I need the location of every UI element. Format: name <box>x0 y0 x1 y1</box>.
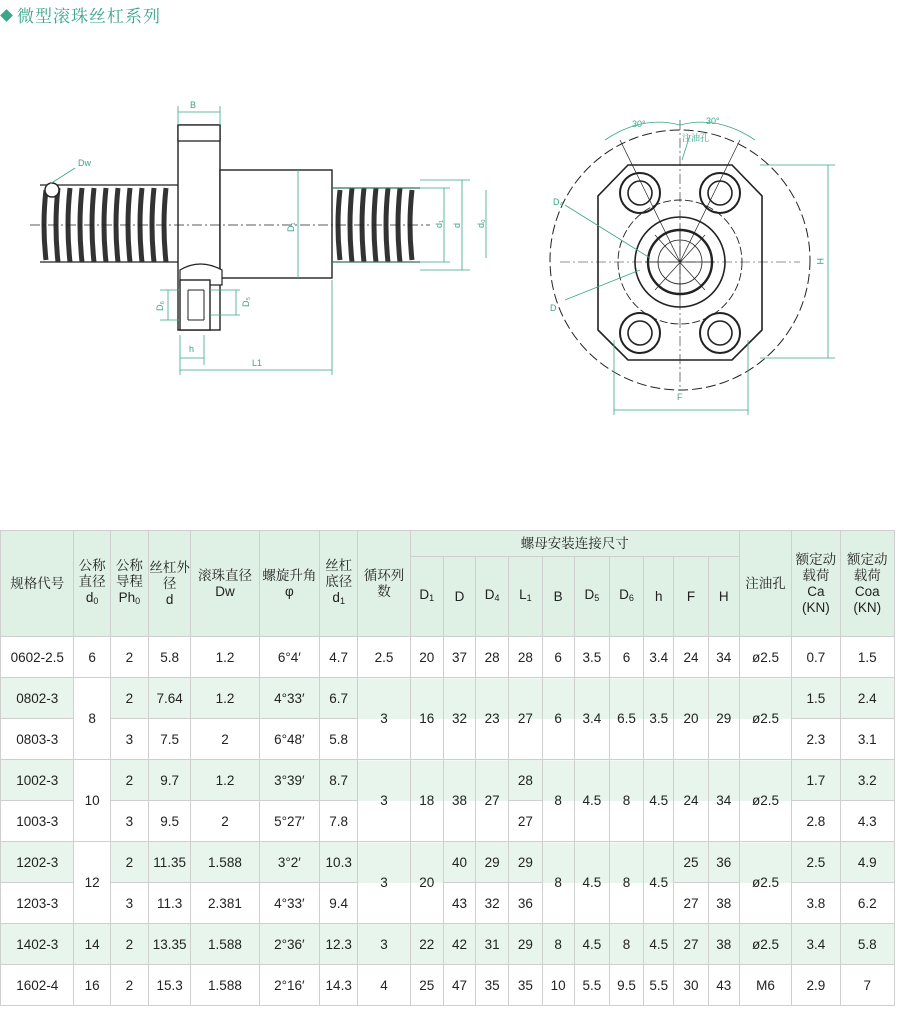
sub-header-h: h <box>644 557 674 637</box>
cell: 34 <box>708 637 739 678</box>
cell: 8 <box>74 678 110 760</box>
cell: 1.2 <box>191 637 259 678</box>
title-text: 微型滚珠丝杠系列 <box>17 7 161 27</box>
cell: 3.1 <box>840 719 894 760</box>
label-d: d <box>452 222 462 228</box>
cell: 32 <box>443 678 475 760</box>
cell: 29 <box>509 842 542 883</box>
cell: 14.3 <box>320 965 358 1006</box>
cell: 3.4 <box>644 637 674 678</box>
cell: 0602-2.5 <box>1 637 74 678</box>
label-d6: D₆ <box>155 300 165 311</box>
cell: 3.5 <box>574 637 609 678</box>
cell: 42 <box>443 924 475 965</box>
cell: 7.64 <box>148 678 190 719</box>
label-d1-upper: D₁ <box>286 222 296 232</box>
label-d4: D₄ <box>553 197 564 207</box>
cell: 6.7 <box>320 678 358 719</box>
label-d5: D₅ <box>241 296 251 307</box>
nut-body <box>220 170 332 278</box>
cell: 25 <box>674 842 708 883</box>
cell: 40 <box>443 842 475 883</box>
cell: 7.8 <box>320 801 358 842</box>
cell: 9.5 <box>609 965 643 1006</box>
cell: 3 <box>358 842 410 924</box>
cell: 4.5 <box>644 760 674 842</box>
cell: 4.5 <box>644 924 674 965</box>
cell: 10 <box>74 760 110 842</box>
cell: 11.35 <box>148 842 190 883</box>
cell: 9.4 <box>320 883 358 924</box>
cell: 3 <box>358 924 410 965</box>
cell: 1.588 <box>191 965 259 1006</box>
cell: 15.3 <box>148 965 190 1006</box>
sub-header-d6: $D_6$ <box>609 557 643 637</box>
cell: 20 <box>410 637 443 678</box>
cell: 2.4 <box>840 678 894 719</box>
cell: 13.35 <box>148 924 190 965</box>
sub-header-d1: $D_1$ <box>410 557 443 637</box>
table-row <box>1 678 895 719</box>
table-row <box>1 924 895 965</box>
cell: 6.5 <box>609 678 643 760</box>
table-row <box>1 637 895 678</box>
table-row <box>1 760 895 801</box>
cell: 3 <box>358 678 410 760</box>
cell: 3 <box>358 760 410 842</box>
cell: 38 <box>708 883 739 924</box>
label-f: F <box>677 392 683 402</box>
cell: ø2.5 <box>739 760 791 842</box>
cell: ø2.5 <box>739 637 791 678</box>
cell: 31 <box>476 924 509 965</box>
cell: 1.5 <box>792 678 840 719</box>
cell: 2.9 <box>792 965 840 1006</box>
sub-header-d5: $D_5$ <box>574 557 609 637</box>
cell: 3.4 <box>792 924 840 965</box>
label-l1: L1 <box>252 358 263 368</box>
label-b: B <box>190 100 197 110</box>
cell: 10.3 <box>320 842 358 883</box>
cell: 7 <box>840 965 894 1006</box>
cell: 2 <box>110 678 148 719</box>
cell: 9.7 <box>148 760 190 801</box>
cell: 37 <box>443 637 475 678</box>
cell: 2°36′ <box>259 924 319 965</box>
cell: 8 <box>609 924 643 965</box>
cell: 2 <box>110 924 148 965</box>
cell: 3 <box>110 801 148 842</box>
header-ph0: 公称导程 $Ph_0$ <box>110 531 148 637</box>
header-oil: 注油孔 <box>739 531 791 637</box>
cell: 6 <box>609 637 643 678</box>
cell: ø2.5 <box>739 842 791 924</box>
label-d1: d₁ <box>434 219 444 228</box>
header-phi: 螺旋升角 φ <box>259 531 319 637</box>
cell: 35 <box>476 965 509 1006</box>
cell: 2 <box>110 760 148 801</box>
cell: 1.588 <box>191 842 259 883</box>
cell: 3.8 <box>792 883 840 924</box>
cell: 8.7 <box>320 760 358 801</box>
cell: 27 <box>509 678 542 760</box>
sub-header-d: D <box>443 557 475 637</box>
cell: 3.4 <box>574 678 609 760</box>
cell: 2 <box>110 637 148 678</box>
cell: 1.5 <box>840 637 894 678</box>
cell: 6 <box>542 637 574 678</box>
cell: 6 <box>74 637 110 678</box>
cell: 5.5 <box>574 965 609 1006</box>
cell: 8 <box>542 760 574 842</box>
cell: 1002-3 <box>1 760 74 801</box>
cell: 1.7 <box>792 760 840 801</box>
header-d0: 公称直径 $d_0$ <box>74 531 110 637</box>
label-angle-right: 30° <box>706 116 720 126</box>
header-d1: 丝杠底径 $d_1$ <box>320 531 358 637</box>
cell: 11.3 <box>148 883 190 924</box>
cell: 38 <box>443 760 475 842</box>
cell: 1.588 <box>191 924 259 965</box>
label-d-big: D <box>550 303 557 313</box>
cell: 1402-3 <box>1 924 74 965</box>
cell: 22 <box>410 924 443 965</box>
cell: 27 <box>674 924 708 965</box>
cell: 2.5 <box>792 842 840 883</box>
cell: 32 <box>476 883 509 924</box>
label-d0: d₀ <box>476 219 486 228</box>
cell: 2.381 <box>191 883 259 924</box>
cell: 3 <box>110 883 148 924</box>
cell: 28 <box>509 637 542 678</box>
cell: 6.2 <box>840 883 894 924</box>
cell: 18 <box>410 760 443 842</box>
cell: 8 <box>609 842 643 924</box>
cell: 27 <box>674 883 708 924</box>
label-oil-hole: 注油孔 <box>682 133 710 143</box>
cell: 1602-4 <box>1 965 74 1006</box>
cell: 3.5 <box>644 678 674 760</box>
cell: 16 <box>410 678 443 760</box>
cell: 4°33′ <box>259 678 319 719</box>
cell: 2 <box>110 842 148 883</box>
cell: 4 <box>358 965 410 1006</box>
cell: 3°39′ <box>259 760 319 801</box>
cell: 47 <box>443 965 475 1006</box>
label-h: h <box>189 344 195 354</box>
cell: 8 <box>609 760 643 842</box>
cell: 3°2′ <box>259 842 319 883</box>
cell: 4.3 <box>840 801 894 842</box>
cell: 3 <box>110 719 148 760</box>
cell: 20 <box>410 842 443 924</box>
cell: 0.7 <box>792 637 840 678</box>
header-dw: 滚珠直径Dw <box>191 531 259 637</box>
cell: 43 <box>708 965 739 1006</box>
cell: 6°48′ <box>259 719 319 760</box>
table-row <box>1 965 895 1006</box>
cell: 2.8 <box>792 801 840 842</box>
cell: 12.3 <box>320 924 358 965</box>
cell: 6°4′ <box>259 637 319 678</box>
cell: 36 <box>509 883 542 924</box>
cell: 2 <box>191 719 259 760</box>
cell: 14 <box>74 924 110 965</box>
cell: 1.2 <box>191 678 259 719</box>
cell: 2 <box>110 965 148 1006</box>
cell: 5.8 <box>148 637 190 678</box>
header-loops: 循环列数 <box>358 531 410 637</box>
cell: 1.2 <box>191 760 259 801</box>
table-row <box>1 842 895 883</box>
cell: 0802-3 <box>1 678 74 719</box>
screw-side-view <box>30 125 430 330</box>
cell: 27 <box>509 801 542 842</box>
cell: ø2.5 <box>739 678 791 760</box>
cell: 9.5 <box>148 801 190 842</box>
cell: 4°33′ <box>259 883 319 924</box>
cell: 34 <box>708 760 739 842</box>
cell: 43 <box>443 883 475 924</box>
cell: 36 <box>708 842 739 883</box>
cell: 5.5 <box>644 965 674 1006</box>
cell: 28 <box>476 637 509 678</box>
header-d: 丝杠外径 d <box>148 531 190 637</box>
cell: 30 <box>674 965 708 1006</box>
cell: 29 <box>509 924 542 965</box>
cell: 1003-3 <box>1 801 74 842</box>
header-nut-dims: 螺母安装连接尺寸 <box>410 531 739 557</box>
cell: 2 <box>191 801 259 842</box>
cell: 16 <box>74 965 110 1006</box>
cell: 23 <box>476 678 509 760</box>
label-angle-left: 30° <box>632 119 646 129</box>
cell: 6 <box>542 678 574 760</box>
cell: ø2.5 <box>739 924 791 965</box>
cell: 7.5 <box>148 719 190 760</box>
cell: 4.5 <box>574 842 609 924</box>
cell: 4.5 <box>644 842 674 924</box>
cell: 2°16′ <box>259 965 319 1006</box>
sub-header-f: F <box>674 557 708 637</box>
header-coa: 额定动载荷 Coa (KN) <box>840 531 894 637</box>
cell: M6 <box>739 965 791 1006</box>
cell: 8 <box>542 924 574 965</box>
label-dw: Dw <box>78 158 91 168</box>
cell: 5.8 <box>320 719 358 760</box>
cell: 4.7 <box>320 637 358 678</box>
spec-table <box>0 530 895 1006</box>
cell: 38 <box>708 924 739 965</box>
cell: 29 <box>708 678 739 760</box>
cell: 1202-3 <box>1 842 74 883</box>
cell: 24 <box>674 637 708 678</box>
sub-header-l1: $L_1$ <box>509 557 542 637</box>
header-code: 规格代号 <box>1 531 74 637</box>
cell: 3.2 <box>840 760 894 801</box>
cell: 4.9 <box>840 842 894 883</box>
cell: 10 <box>542 965 574 1006</box>
cell: 8 <box>542 842 574 924</box>
cell: 12 <box>74 842 110 924</box>
ball-circle <box>45 183 59 197</box>
label-h-big: H <box>815 258 825 265</box>
cell: 2.3 <box>792 719 840 760</box>
cell: 5°27′ <box>259 801 319 842</box>
cell: 5.8 <box>840 924 894 965</box>
header-ca: 额定动载荷 Ca (KN) <box>792 531 840 637</box>
sub-header-b: B <box>542 557 574 637</box>
cell: 35 <box>509 965 542 1006</box>
technical-drawing <box>0 0 900 430</box>
cell: 25 <box>410 965 443 1006</box>
cell: 1203-3 <box>1 883 74 924</box>
cell: 24 <box>674 760 708 842</box>
cell: 4.5 <box>574 760 609 842</box>
cell: 20 <box>674 678 708 760</box>
cell: 4.5 <box>574 924 609 965</box>
cell: 27 <box>476 760 509 842</box>
cell: 0803-3 <box>1 719 74 760</box>
sub-header-hh: H <box>708 557 739 637</box>
cell: 28 <box>509 760 542 801</box>
cell: 29 <box>476 842 509 883</box>
flange-front-view <box>550 120 810 390</box>
sub-header-d4: $D_4$ <box>476 557 509 637</box>
cell: 2.5 <box>358 637 410 678</box>
